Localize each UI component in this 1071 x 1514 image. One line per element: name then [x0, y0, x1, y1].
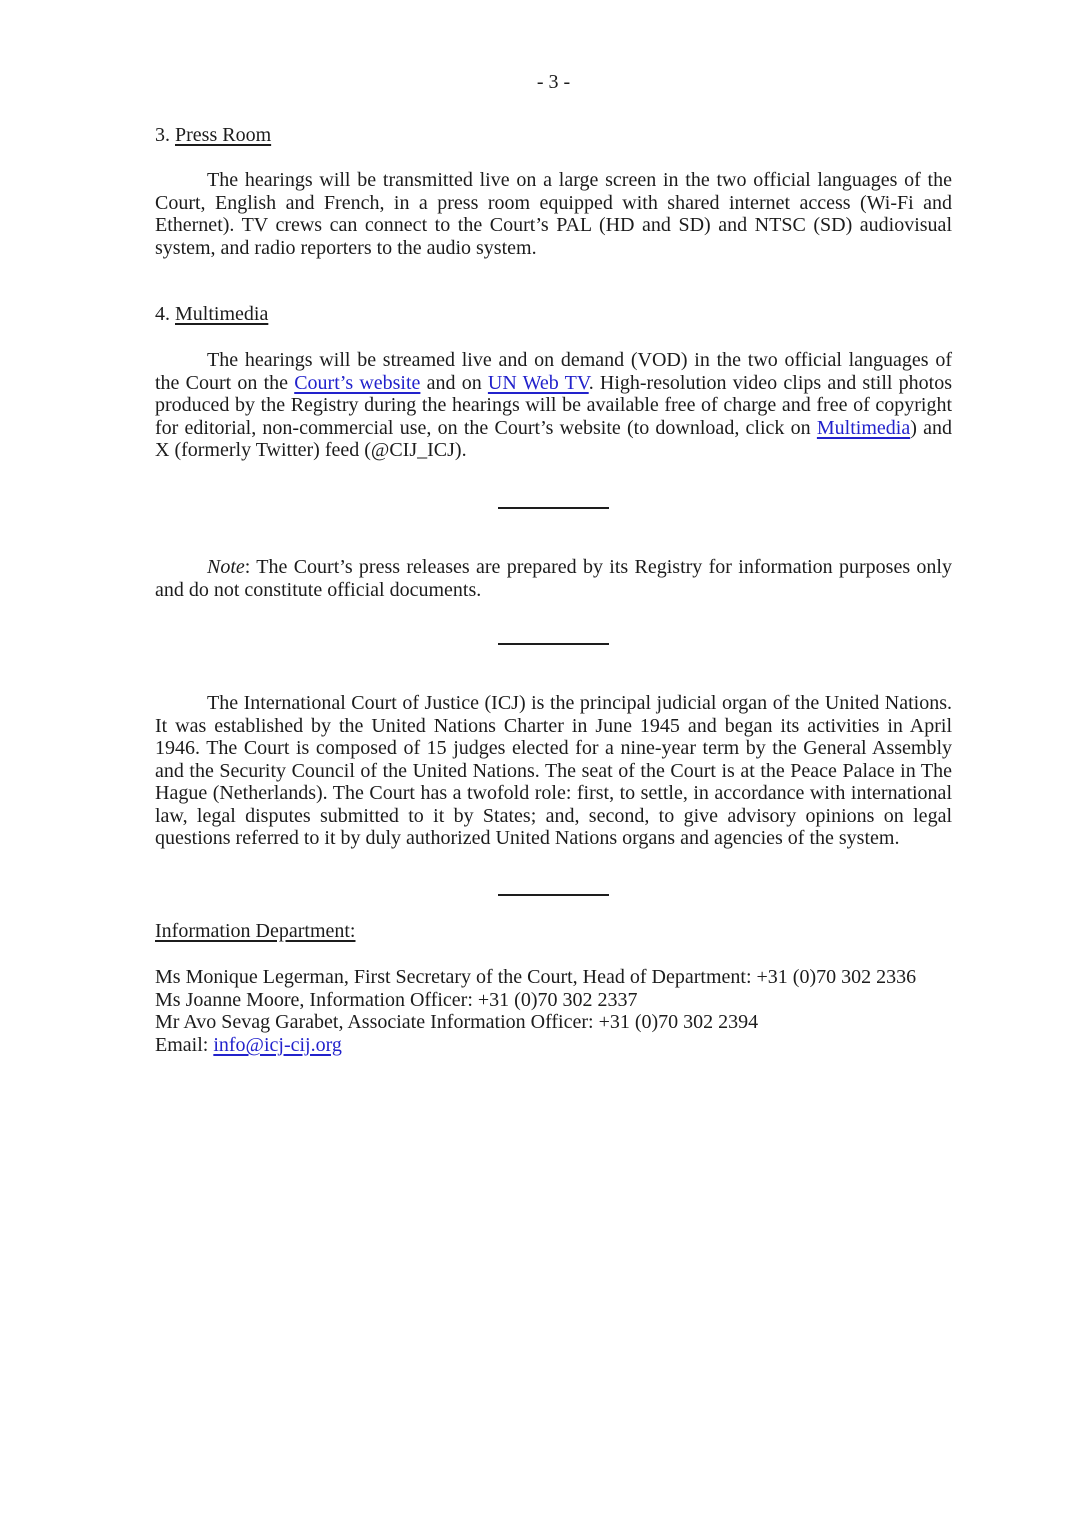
- note-paragraph: [155, 556, 952, 601]
- text-segment: Ms Monique Legerman, First Secretary of the Court, Head of Department: +31 (0)70 302 2336: [155, 966, 917, 988]
- section-divider-3: [155, 894, 952, 896]
- section-heading-multimedia: [155, 303, 952, 326]
- text-segment: Multimedia: [175, 303, 269, 325]
- press-room-paragraph: [155, 169, 952, 259]
- text-segment: The hearings will be streamed live and on demand (VOD) in the two official languages of the Court on the: [155, 349, 952, 394]
- contact-line-associate-information-officer: [155, 1011, 952, 1034]
- divider-line: [498, 507, 609, 509]
- courts-website-link[interactable]: Court’s website: [294, 371, 421, 394]
- contact-line-email: [155, 1034, 952, 1057]
- text-segment: ) and X (formerly Twitter) feed (@CIJ_ICJ).: [155, 416, 952, 461]
- text-segment: Information Department:: [155, 920, 356, 942]
- divider-line: [498, 894, 609, 896]
- section-divider-2: [155, 643, 952, 645]
- text-segment: . High-resolution video clips and still photos produced by the Registry during the hearings will be available free of charge and free of copyright for editorial, non-commercial use, on the Court’s website (to download, click on: [155, 371, 952, 439]
- divider-line: [498, 643, 609, 645]
- contact-line-information-officer: [155, 989, 952, 1012]
- contact-line-head-of-department: [155, 966, 952, 989]
- information-department-heading: [155, 920, 952, 943]
- text-segment: : The Court’s press releases are prepared by its Registry for information purposes only and do not constitute official documents.: [155, 556, 952, 601]
- text-segment: 3.: [155, 124, 175, 146]
- text-segment: Ms Joanne Moore, Information Officer: +31 (0)70 302 2337: [155, 988, 638, 1011]
- email-link[interactable]: info@icj-cij.org: [213, 1033, 342, 1056]
- text-segment: Email:: [155, 1033, 214, 1056]
- text-segment: Mr Avo Sevag Garabet, Associate Information Officer: +31 (0)70 302 2394: [155, 1011, 759, 1033]
- text-segment: Note: [207, 556, 245, 578]
- multimedia-link[interactable]: Multimedia: [816, 416, 911, 439]
- page-number: - 3 -: [536, 71, 571, 93]
- icj-description-paragraph: [155, 692, 952, 850]
- section-divider-1: [155, 507, 952, 509]
- text-segment: Press Room: [175, 124, 272, 146]
- section-heading-press-room: [155, 124, 952, 147]
- text-segment: The International Court of Justice (ICJ) is the principal judicial organ of the United Nations. It was established by the United Nations Charter in June 1945 and began its activities in April 1946. The Court is composed of 15 judges elected for a nine-year term by the General Assembly and the Security Council of the United Nations. The seat of the Court is at the Peace Palace in The Hague (Netherlands). The Court has a twofold role: first, to settle, in accordance with international law, legal disputes submitted to it by States; and, second, to give advisory opinions on legal questions referred to it by duly authorized United Nations organs and agencies of the system.: [155, 692, 952, 849]
- text-segment: 4.: [155, 303, 175, 325]
- un-web-tv-link[interactable]: UN Web TV: [487, 371, 589, 394]
- multimedia-paragraph: [155, 349, 952, 462]
- text-segment: and on: [420, 371, 488, 394]
- contacts-list: [155, 966, 952, 1056]
- text-segment: The hearings will be transmitted live on a large screen in the two official languages of the Court, English and French, in a press room equipped with shared internet access (Wi-Fi and Ethernet). TV crews can connect to the Court’s PAL (HD and SD) and NTSC (SD) audiovisual system, and radio reporters to the audio system.: [155, 169, 952, 259]
